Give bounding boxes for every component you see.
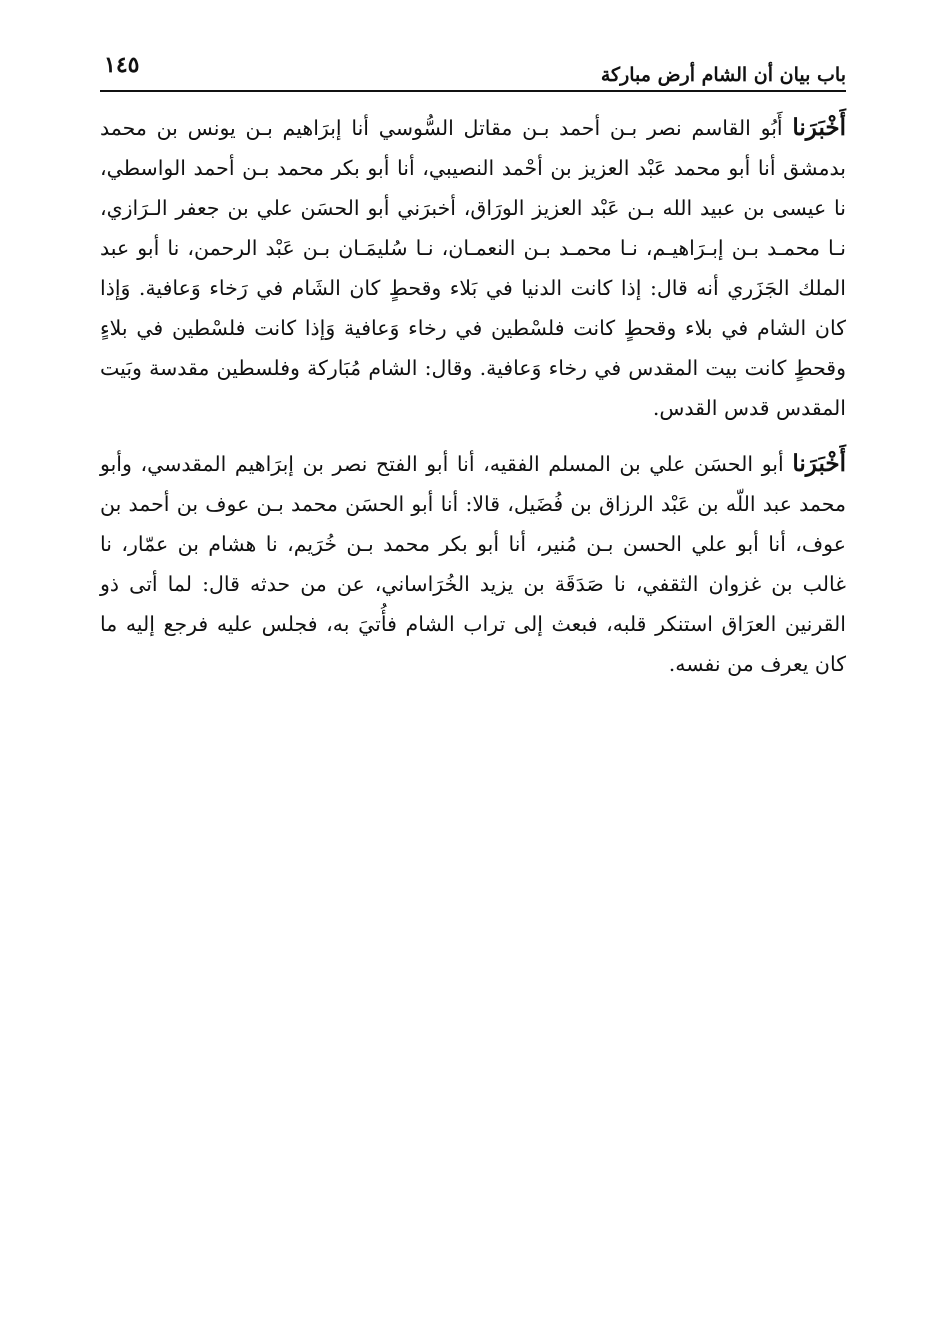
hadith-paragraph-1 xyxy=(100,108,846,428)
page-number: ١٤٥ xyxy=(104,52,140,78)
paragraph-lead-word: أَخْبَرَنا xyxy=(792,450,846,477)
page-body xyxy=(100,108,846,700)
paragraph-lead-word: أَخْبَرَنا xyxy=(792,114,846,141)
paragraph-text: أَبُو القاسم نصر بـن أحمد بـن مقاتل السُّوسي أنا إبرَاهيم بـن يونس بن محمد بدمشق أنا أبو محمد عَبْد العزيز بن أحْمد النصيبي، أنا أبو بكر محمد بـن أحمد الواسطي، نا عيسى بن عبيد الله بـن عَبْد العزيز الورَاق، أخبرَني أبو الحسَن علي بن جعفر الـرَازي، نـا محمـد بـن إبـرَاهيـم، نـا محمـد بـن النعمـان، نـا سُليمَـان بـن عَبْد الرحمن، نا أبو عبد الملك الجَزَري أنه قال: إذا كانت الدنيا في بَلاء وقحطٍ كان الشَام في رَخاء وَعافية. وَإذا كان الشام في بلاء وقحطٍ كانت فلسْطين في رخاء وَعافية وَإذا كانت فلسْطين في بلاءٍ وقحطٍ كانت بيت المقدس في رخاء وَعافية. وقال: الشام مُبَاركة وفلسطين مقدسة وبَيت المقدس قدس القدس. xyxy=(100,116,846,420)
header-divider xyxy=(100,90,846,92)
hadith-paragraph-2 xyxy=(100,444,846,684)
chapter-title: باب بيان أن الشام أرض مباركة xyxy=(600,64,846,86)
paragraph-text: أبو الحسَن علي بن المسلم الفقيه، أنا أبو الفتح نصر بن إبرَاهيم المقدسي، وأبو محمد عبد اللّه بن عَبْد الرزاق بن فُضَيل، قالا: أنا أبو الحسَن محمد بـن عوف بن أحمد بن عوف، أنا أبو علي الحسن بـن مُنير، أنا أبو بكر محمد بـن خُرَيم، نا هشام بن عمّار، نا غالب بن غزوان الثقفي، نا صَدَقَة بن يزيد الخُرَاساني، عن من حدثه قال: لما أتى ذو القرنين العرَاق استنكر قلبه، فبعث إلى تراب الشام فأُتيَ به، فجلس عليه فرجع إليه ما كان يعرف من نفسه. xyxy=(100,452,846,676)
page-header xyxy=(100,52,846,92)
